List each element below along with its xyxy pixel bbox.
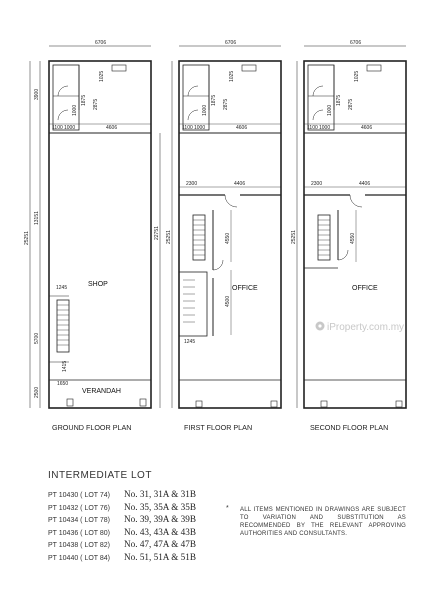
gf-dim-stair-bottom: 1415 [62,360,68,372]
note-asterisk: * [226,505,229,512]
sf-dim-left: 2300 [311,181,323,187]
lot-no: No. 51, 51A & 51B [124,551,196,562]
watermark [316,322,405,334]
lot-pt: PT 10436 ( LOT 80) [48,529,110,537]
lot-pt: PT 10440 ( LOT 84) [48,554,110,562]
sf-dim-overall: 25251 [291,230,297,244]
gf-dim-overall-right: 22751 [154,226,160,240]
sf-dim-wc-c: 2875 [348,98,354,110]
lot-no: No. 47, 47A & 47B [124,539,196,550]
lot-pt: PT 10432 ( LOT 76) [48,504,110,512]
sf-dim-top: 6706 [350,40,362,46]
lot-row [48,512,196,525]
gf-shop-label: SHOP [88,281,108,288]
gf-dim-room: 4606 [106,125,118,131]
sf-office-label: OFFICE [352,285,378,292]
gf-dim-veranda-w: 1650 [57,381,69,387]
sf-dim-door2: 1000 [319,125,331,131]
gf-dim-door2: 1000 [64,125,76,131]
ff-office-label: OFFICE [232,285,258,292]
sf-dim-stair-h: 4550 [350,232,356,244]
gf-dim-wc-b: 1875 [81,94,87,106]
lot-row [48,537,196,550]
ff-dim-wc-c: 2875 [223,98,229,110]
gf-dim-wc-c: 2875 [93,98,99,110]
lot-no: No. 39, 39A & 39B [124,514,196,525]
lot-row [48,487,196,500]
disclaimer-note: ALL ITEMS MENTIONED IN DRAWINGS ARE SUBJECT TO VARIATION AND SUBSTITUTION AS RECOMMENDED BY THE RELEVANT APPROVING AUTHORITIES AND CONSULTANTS. [240,507,406,537]
gf-dim-stair-top: 1245 [56,285,68,291]
ff-dim-stair-h: 4550 [225,232,231,244]
sf-dim-right: 4406 [359,181,371,187]
ff-caption: FIRST FLOOR PLAN [184,423,253,432]
gf-dim-mid: 13151 [34,211,40,225]
ff-dim-overall: 25251 [166,230,172,244]
sf-dim-door: 1100 [307,125,318,131]
gf-caption: GROUND FLOOR PLAN [52,423,132,432]
lot-list [48,487,196,563]
sf-dim-wc-a: 1025 [354,70,360,82]
lot-row [48,550,196,563]
lot-pt: PT 10430 ( LOT 74) [48,492,110,499]
lot-title: INTERMEDIATE LOT [48,470,152,481]
lot-no: No. 43, 43A & 43B [124,526,196,537]
gf-dim-door: 1100 [52,125,63,131]
ff-dim-wc-d: 1000 [202,104,208,116]
lot-pt: PT 10438 ( LOT 82) [48,542,110,550]
lot-no: No. 31, 31A & 31B [124,489,196,499]
lot-no: No. 35, 35A & 35B [124,501,196,512]
gf-dim-top: 6706 [95,40,107,46]
ff-dim-office-h: 4500 [225,295,231,307]
sf-dim-room: 4606 [361,125,373,131]
lot-pt: PT 10434 ( LOT 78) [48,517,110,525]
ff-dim-stair-bottom: 1245 [184,339,196,345]
sf-dim-wc-d: 1000 [327,104,333,116]
ff-dim-room: 4606 [236,125,248,131]
gf-dim-overall-left: 25251 [24,231,30,245]
watermark-text: iProperty.com.my [327,322,405,333]
sf-dim-wc-b: 1875 [336,94,342,106]
ff-dim-right: 4406 [234,181,246,187]
ff-dim-top: 6706 [225,40,237,46]
ff-dim-left: 2300 [186,181,198,187]
gf-verandah-label: VERANDAH [82,388,121,395]
ff-dim-wc-a: 1025 [229,70,235,82]
gf-dim-veranda: 2500 [34,386,40,398]
ff-dim-door2: 1000 [194,125,206,131]
sf-caption: SECOND FLOOR PLAN [310,423,389,432]
lot-row [48,525,196,538]
ff-dim-wc-b: 1875 [211,94,217,106]
gf-dim-wc-d: 1000 [72,104,78,116]
ff-dim-door: 1100 [182,125,193,131]
gf-dim-front: 5700 [34,332,40,344]
lot-row [48,500,196,513]
gf-dim-wc-a: 1025 [99,70,105,82]
gf-dim-rear: 3900 [34,88,40,100]
